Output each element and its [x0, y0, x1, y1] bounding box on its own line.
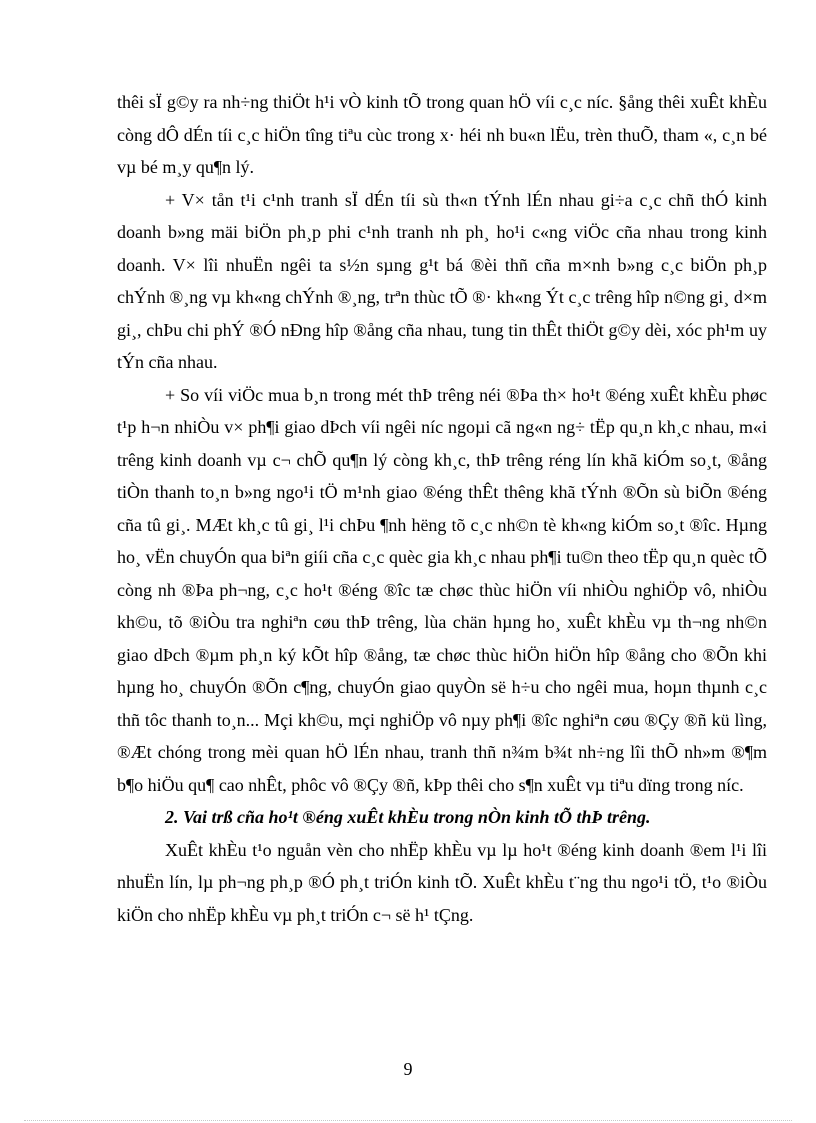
page-number: 9 — [403, 1059, 413, 1079]
body-paragraph-2: + V× tån t¹i c¹nh tranh sÏ dÉn tíi sù th«n tÝnh lÉn nhau gi÷a c¸c chñ thÓ kinh doanh b»ng mäi biÖn ph¸p phi c¹nh tranh nh ph¸ ho¹i c«ng viÖc cña nhau trong kinh doanh. V× lîi nhuËn ngêi ta s½n sµng g¹t bá ®èi thñ cña m×nh b»ng c¸c biÖn ph¸p chÝnh ®¸ng vµ kh«ng chÝnh ®¸ng, trªn thùc tÕ ®· kh«ng Ýt c¸c trêng hîp n©ng gi¸ d×m gi¸, chÞu chi phÝ ®Ó nÐng hîp ®ång cña nhau, tung tin thÊt thiÖt g©y dèi, xóc ph¹m uy tÝn cña nhau. — [117, 189, 767, 372]
page-bottom-divider — [24, 1120, 792, 1121]
body-paragraph-1: thêi sÏ g©y ra nh÷ng thiÖt h¹i vÒ kinh tÕ trong quan hÖ víi c¸c níc. §ång thêi xuÊt khÈu còng dÔ dÉn tíi c¸c hiÖn tîng tiªu cùc trong x· héi nh bu«n lËu, trèn thuÕ, tham «, c¸n bé vµ bé m¸y qu¶n lý. — [117, 92, 767, 177]
section-paragraph: XuÊt khÈu t¹o nguån vèn cho nhËp khÈu vµ lµ ho¹t ®éng kinh doanh ®em l¹i lîi nhuËn lín, lµ ph¬ng ph¸p ®Ó ph¸t triÓn kinh tÕ. XuÊt khÈu t¨ng thu ngo¹i tÖ, t¹o ®iÒu kiÖn cho nhËp khÈu vµ ph¸t triÓn c¬ së h¹ tÇng. — [117, 839, 767, 925]
body-paragraph-3: + So víi viÖc mua b¸n trong mét thÞ trêng néi ®Þa th× ho¹t ®éng xuÊt khÈu phøc t¹p h¬n nhiÒu v× ph¶i giao dÞch víi ngêi níc ngoµi cã ng«n ng÷ tËp qu¸n kh¸c nhau, m«i trêng kinh doanh vµ c¬ chÕ qu¶n lý còng kh¸c, thÞ trêng réng lín khã kiÓm so¸t, ®ång tiÒn thanh to¸n b»ng ngo¹i tÖ m¹nh giao ®éng thÊt thêng khã tÝnh ®Õn sù biÕn ®éng cña tû gi¸. MÆt kh¸c tû gi¸ l¹i chÞu ¶nh hëng tõ c¸c nh©n tè kh«ng kiÓm so¸t ®îc. Hµng ho¸ vËn chuyÓn qua biªn giíi cña c¸c quèc gia kh¸c nhau ph¶i tu©n theo tËp qu¸n quèc tÕ còng nh ®Þa ph¬ng, c¸c ho¹t ®éng ®îc tæ chøc thùc hiÖn víi nhiÒu nghiÖp vô, nhiÒu kh©u, tõ ®iÒu tra nghiªn cøu thÞ trêng, lùa chän hµng ho¸ xuÊt khÈu vµ th¬ng nh©n giao dÞch ®µm ph¸n ký kÕt hîp ®ång, tæ chøc thùc hiÖn hiÖn hîp ®ång cho ®Õn khi hµng ho¸ chuyÓn ®Õn c¶ng, chuyÓn giao quyÒn së h÷u cho ngêi mua, hoµn thµnh c¸c thñ tôc thanh to¸n... Mçi kh©u, mçi nghiÖp vô nµy ph¶i ®îc nghiªn cøu ®Çy ®ñ kü lìng, ®Æt chóng trong mèi quan hÖ lÉn nhau, tranh thñ n¾m b¾t nh÷ng lîi thÕ nh»m ®¶m b¶o hiÖu qu¶ cao nhÊt, phôc vô ®Çy ®ñ, kÞp thêi cho s¶n xuÊt vµ tiªu dïng trong níc. — [117, 384, 767, 795]
section-heading: 2. Vai trß cña ho¹t ®éng xuÊt khÈu trong nÒn kinh tÕ thÞ trêng. — [165, 807, 651, 827]
document-body — [117, 86, 767, 931]
